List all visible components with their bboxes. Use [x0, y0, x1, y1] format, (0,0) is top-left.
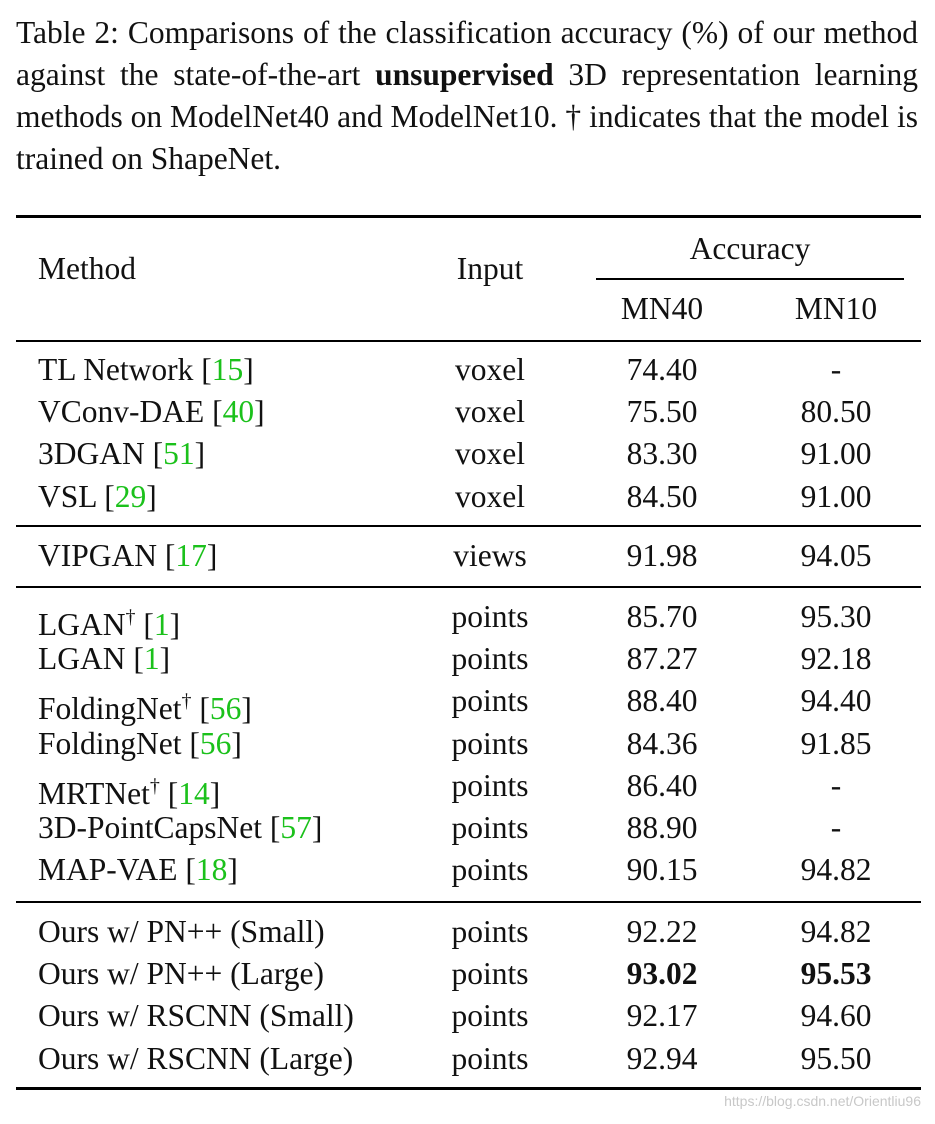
mn40-cell: 92.17	[626, 998, 698, 1034]
method-name: 3DGAN	[38, 436, 145, 472]
mn10-cell: 94.40	[800, 683, 872, 719]
mn40-cell: 85.70	[626, 599, 698, 634]
header-method: Method	[38, 251, 136, 286]
method-cell: VIPGAN [17]	[38, 538, 218, 573]
caption-bold-word: unsupervised	[375, 57, 554, 92]
method-name: Ours w/ PN++ (Large)	[38, 956, 325, 992]
dagger-mark: †	[181, 690, 192, 713]
mn40-cell: 92.94	[626, 1040, 698, 1076]
input-cell: points	[451, 1040, 529, 1076]
method-name: 3D-PointCapsNet	[38, 810, 262, 845]
method-cell: VConv-DAE [40]	[38, 394, 265, 430]
watermark: https://blog.csdn.net/Orientliu96	[724, 1093, 921, 1109]
method-name: TL Network	[38, 352, 194, 387]
method-name: LGAN	[38, 607, 126, 642]
method-cell: TL Network [15]	[38, 352, 254, 387]
input-cell: voxel	[455, 394, 525, 430]
method-name: VConv-DAE	[38, 394, 205, 430]
input-cell: points	[451, 767, 529, 803]
mn10-cell: 92.18	[800, 641, 872, 677]
mn10-cell: 94.05	[800, 538, 872, 573]
input-cell: voxel	[455, 478, 525, 514]
input-cell: points	[451, 914, 529, 949]
mn40-cell: 75.50	[626, 394, 698, 430]
citation-link: 51	[163, 436, 195, 472]
method-cell	[38, 1041, 353, 1077]
accuracy-subrule	[596, 278, 904, 280]
method-cell: 3DGAN [51]	[38, 436, 206, 472]
input-cell: voxel	[455, 352, 525, 387]
mn10-cell: 95.50	[800, 1040, 872, 1076]
citation-link: 40	[222, 394, 255, 430]
citation-link: 1	[153, 607, 170, 642]
citation-link: 57	[280, 810, 312, 845]
mn10-cell: 94.82	[800, 852, 872, 888]
group-separator-rule	[16, 586, 921, 588]
input-cell: views	[453, 538, 527, 573]
mn40-cell: 91.98	[626, 538, 698, 573]
bottom-rule	[16, 1087, 921, 1090]
table-caption	[16, 12, 918, 180]
citation-link: 15	[211, 352, 244, 387]
mn40-cell: 86.40	[626, 767, 698, 803]
mn40-cell: 84.50	[626, 478, 698, 514]
mn10-cell: 91.00	[800, 436, 872, 472]
method-cell	[38, 998, 354, 1034]
method-name: VIPGAN	[38, 538, 158, 573]
method-name: VSL	[38, 478, 97, 514]
mn10-cell: 94.60	[800, 998, 872, 1034]
mn40-cell: 92.22	[626, 914, 698, 949]
method-cell: 3D-PointCapsNet [57]	[38, 810, 323, 845]
method-cell: LGAN [1]	[38, 641, 171, 677]
mn10-cell: 94.82	[800, 914, 872, 949]
mn40-cell: 74.40	[626, 352, 698, 387]
mn40-cell: 87.27	[626, 641, 698, 677]
group-separator-rule	[16, 525, 921, 527]
dagger-mark: †	[125, 606, 136, 628]
group-separator-rule	[16, 901, 921, 903]
caption-text-after: 3D representation learning methods on ModelNet40 and ModelNet10. † indicates that the model is trained on ShapeNet.	[16, 57, 919, 176]
method-name: FoldingNet	[38, 691, 182, 727]
input-cell: points	[451, 998, 529, 1034]
method-name: Ours w/ RSCNN (Large)	[38, 1040, 354, 1076]
mn10-cell: 80.50	[800, 394, 872, 430]
mn40-cell: 84.36	[626, 725, 698, 761]
header-input: Input	[456, 251, 524, 286]
caption-text-before: Comparisons of the classification accuracy (%) of our method against the state-of-the-art	[16, 15, 918, 92]
input-cell: points	[451, 956, 529, 992]
mn10-cell: 95.53	[800, 956, 872, 992]
method-cell: MAP-VAE [18]	[38, 852, 238, 888]
method-name: MRTNet	[38, 775, 150, 811]
method-cell: MRTNet† [14]	[38, 774, 221, 811]
citation-link: 1	[143, 641, 160, 677]
method-cell: FoldingNet† [56]	[38, 690, 252, 727]
input-cell: points	[451, 725, 529, 761]
header-rule	[16, 340, 921, 342]
mn40-cell: 83.30	[626, 436, 698, 472]
mn40-cell: 88.40	[626, 683, 698, 719]
mn10-cell: -	[830, 767, 842, 803]
header-mn10: MN10	[794, 291, 878, 326]
caption-label: Table 2:	[16, 15, 119, 50]
input-cell: points	[451, 683, 529, 719]
method-cell	[38, 956, 324, 992]
mn40-cell: 90.15	[626, 852, 698, 888]
method-cell: VSL [29]	[38, 478, 157, 514]
citation-link: 18	[195, 852, 228, 888]
input-cell: points	[451, 810, 529, 845]
method-cell: FoldingNet [56]	[38, 725, 242, 761]
citation-link: 17	[175, 538, 207, 573]
header-accuracy: Accuracy	[689, 231, 811, 266]
top-rule	[16, 215, 921, 218]
method-name: FoldingNet	[38, 725, 182, 761]
method-name: MAP-VAE	[38, 852, 178, 888]
mn10-cell: 95.30	[800, 599, 872, 634]
mn10-cell: 91.00	[800, 478, 872, 514]
input-cell: points	[451, 641, 529, 677]
method-cell	[38, 914, 325, 950]
method-cell: LGAN† [1]	[38, 606, 181, 642]
mn40-cell: 88.90	[626, 810, 698, 845]
method-name: LGAN	[38, 641, 126, 677]
input-cell: points	[451, 852, 529, 888]
input-cell: points	[451, 599, 529, 634]
citation-link: 14	[178, 775, 210, 811]
input-cell: voxel	[455, 436, 525, 472]
dagger-mark: †	[149, 774, 160, 797]
method-name: Ours w/ PN++ (Small)	[38, 914, 325, 949]
header-mn40: MN40	[620, 291, 704, 326]
mn40-cell: 93.02	[626, 956, 698, 992]
citation-link: 56	[199, 725, 232, 761]
mn10-cell: -	[830, 810, 842, 845]
citation-link: 56	[209, 691, 242, 727]
method-name: Ours w/ RSCNN (Small)	[38, 998, 354, 1034]
mn10-cell: 91.85	[800, 725, 872, 761]
citation-link: 29	[114, 478, 147, 514]
mn10-cell: -	[830, 352, 842, 387]
